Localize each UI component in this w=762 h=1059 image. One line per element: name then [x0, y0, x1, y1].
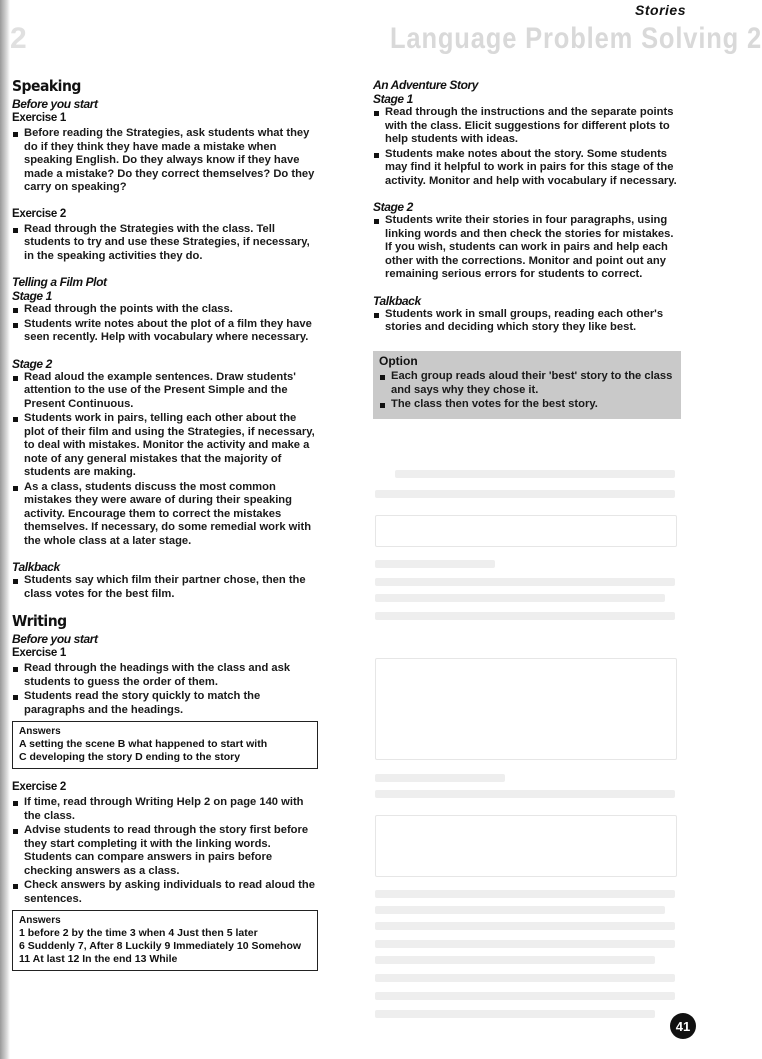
bullet-item: As a class, students discuss the most common mistakes they were aware of during their speaking activity. Encourage them to correct the mistakes themselves. If necessary, do some remedial work with the whole class at a later stage. [12, 481, 318, 549]
answers-box [12, 721, 318, 769]
writing-before-you-start-heading: Before you start [12, 632, 98, 646]
answers-line: C developing the story D ending to the story [19, 751, 241, 763]
answers-title: Answers [19, 915, 61, 926]
show-through-line [375, 774, 505, 782]
show-through-line [375, 992, 675, 1000]
show-through-line [375, 974, 675, 982]
show-through-line [375, 940, 675, 948]
exercise-2-bullets [12, 223, 318, 264]
stage-1-heading: Stage 1 [373, 92, 413, 106]
talkback-bullets [12, 574, 318, 601]
adventure-talkback-bullets [373, 308, 681, 335]
adventure-story-heading: An Adventure Story [373, 78, 479, 92]
show-through-box [375, 815, 677, 877]
faded-show-through-left: 2 [10, 22, 27, 55]
stage-2-bullets [12, 371, 318, 549]
bullet-item: Read through the Strategies with the class. Tell students to try and use these Strategies, if necessary, in the speaking activities they do. [12, 223, 318, 264]
answers-line: 6 Suddenly 7, After 8 Luckily 9 Immediately 10 Somehow [19, 940, 302, 952]
answers-title: Answers [19, 726, 61, 737]
show-through-line [375, 490, 675, 498]
bullet-item: Advise students to read through the story first before they start completing it with the linking words. Students can compare answers in pairs before checking answers as a class. [12, 824, 318, 878]
writing-exercise-1-bullets [12, 662, 318, 717]
film-plot-heading: Telling a Film Plot [12, 275, 107, 289]
bullet-item: Students say which film their partner chose, then the class votes for the best film. [12, 574, 318, 601]
section-tab: Stories [635, 2, 686, 18]
stage-2-heading: Stage 2 [12, 356, 52, 371]
talkback-heading: Talkback [373, 293, 421, 308]
bullet-item: Students work in small groups, reading each other's stories and deciding which story they like best. [373, 308, 681, 335]
show-through-line [375, 612, 675, 620]
bullet-item: The class then votes for the best story. [379, 398, 675, 412]
talkback-heading: Talkback [12, 560, 60, 574]
before-you-start-heading: Before you start [12, 97, 98, 111]
bullet-item: Students write notes about the plot of a film they have seen recently. Help with vocabulary where necessary. [12, 318, 318, 345]
bullet-item: Each group reads aloud their 'best' story to the class and says why they chose it. [379, 370, 675, 397]
bullet-item: Read through the points with the class. [12, 303, 318, 317]
writing-exercise-1-heading: Exercise 1 [12, 647, 66, 659]
writing-exercise-2-heading: Exercise 2 [12, 781, 66, 793]
bullet-item: Students make notes about the story. Some students may find it helpful to work in pairs for this stage of the activity. Monitor and help with vocabulary if necessary. [373, 148, 681, 189]
show-through-line [375, 560, 495, 568]
show-through-line [395, 470, 675, 478]
faded-banner: Language Problem Solving 2 [390, 22, 762, 55]
answers-line: A setting the scene B what happened to start with [19, 738, 268, 750]
page-binding-shadow [0, 0, 10, 1059]
bullet-item: Check answers by asking individuals to read aloud the sentences. [12, 879, 318, 906]
writing-exercise-2-bullets [12, 796, 318, 906]
show-through-box [375, 515, 677, 547]
show-through-line [375, 1010, 655, 1018]
bullet-item: Students write their stories in four paragraphs, using linking words and then check the stories for mistakes. If you wish, students can work in pairs and help each other with the corrections. Monitor and point out any remaining serious errors for students to correct. [373, 214, 681, 282]
show-through-line [375, 956, 655, 964]
show-through-line [375, 578, 675, 586]
bullet-item: Read aloud the example sentences. Draw students' attention to the use of the Present Simple and the Present Continuous. [12, 371, 318, 412]
writing-heading: Writing [12, 612, 67, 630]
show-through-box [375, 658, 677, 760]
adventure-stage-2-bullets [373, 214, 681, 282]
bullet-item: Read through the instructions and the separate points with the class. Elicit suggestions for different plots to help students with ideas. [373, 106, 681, 147]
option-bullets [379, 370, 675, 412]
adventure-stage-1-bullets [373, 106, 681, 188]
bullet-item: If time, read through Writing Help 2 on page 140 with the class. [12, 796, 318, 823]
answers-line: 1 before 2 by the time 3 when 4 Just then 5 later [19, 927, 258, 939]
page-number-badge: 41 [670, 1013, 696, 1039]
bullet-item: Read through the headings with the class and ask students to guess the order of them. [12, 662, 318, 689]
exercise-1-bullets [12, 127, 318, 195]
exercise-1-heading: Exercise 1 [12, 112, 66, 124]
stage-1-heading: Stage 1 [12, 289, 52, 303]
right-column [373, 78, 681, 419]
bullet-item: Students read the story quickly to match the paragraphs and the headings. [12, 690, 318, 717]
option-box [373, 351, 681, 419]
bullet-item: Before reading the Strategies, ask students what they do if they think they have made a mistake when speaking English. Do they always know if they have made a mistake? Do they correct themselves? Do they carry on speaking? [12, 127, 318, 195]
show-through-line [375, 594, 665, 602]
show-through-line [375, 922, 675, 930]
answers-line: 11 At last 12 In the end 13 While [19, 953, 178, 965]
answers-box [12, 910, 318, 971]
exercise-2-heading: Exercise 2 [12, 207, 66, 220]
bullet-item: Students work in pairs, telling each other about the plot of their film and using the Strategies, if necessary, to deal with mistakes. Monitor the activity and make a note of any general mistakes that the majority of students are making. [12, 412, 318, 480]
show-through-line [375, 906, 665, 914]
show-through-line [375, 890, 675, 898]
option-title: Option [379, 353, 418, 368]
stage-1-bullets [12, 303, 318, 345]
left-column [12, 78, 318, 971]
speaking-heading: Speaking [12, 77, 81, 95]
show-through-line [375, 790, 675, 798]
stage-2-heading: Stage 2 [373, 200, 413, 214]
